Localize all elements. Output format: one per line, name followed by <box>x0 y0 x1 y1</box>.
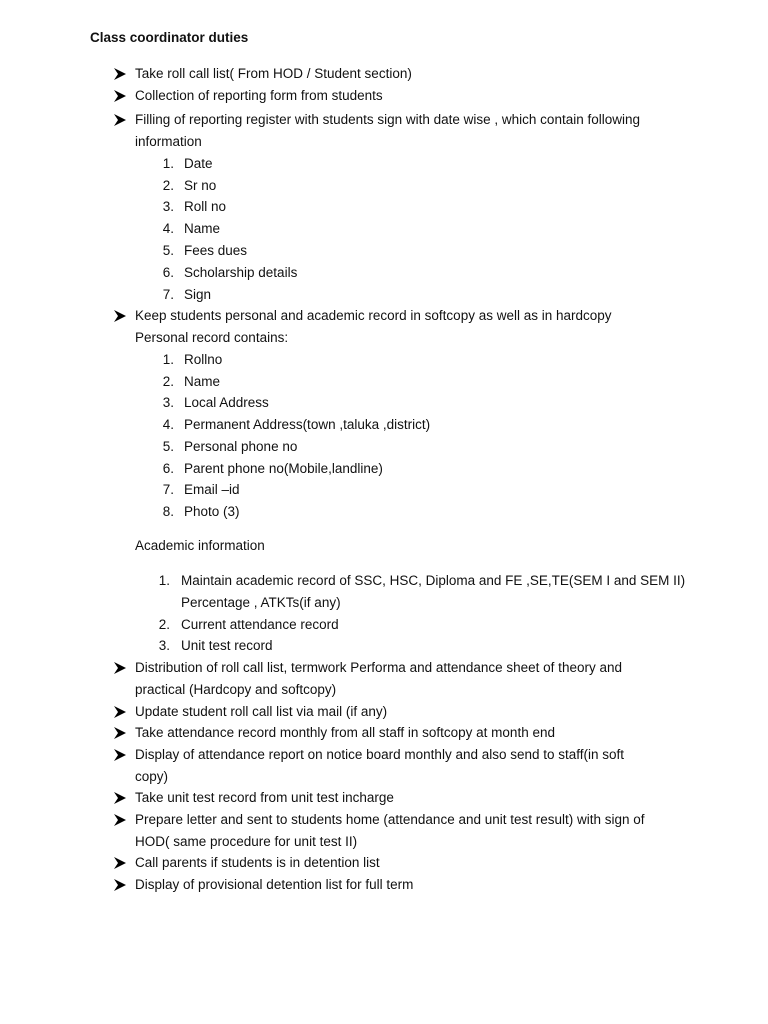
list-number: 1. <box>162 352 174 367</box>
bullet-text: Call parents if students is in detention list <box>135 855 380 870</box>
bullet-text: Display of provisional detention list for full term <box>135 877 414 892</box>
bullet-text-continued: practical (Hardcopy and softcopy) <box>135 682 337 697</box>
list-number: 3. <box>162 395 174 410</box>
bullet-text-continued: copy) <box>135 769 169 784</box>
bullet-text: Take attendance record monthly from all staff in softcopy at month end <box>135 725 555 740</box>
academic-heading: Academic information <box>135 538 265 553</box>
bullet-text: Prepare letter and sent to students home (attendance and unit test result) with sign of <box>135 812 645 827</box>
arrow-bullet-icon <box>113 748 127 762</box>
bullet-text: Update student roll call list via mail (if any) <box>135 704 388 719</box>
bullet-text: Take roll call list( From HOD / Student section) <box>135 66 412 81</box>
list-item-continued: Percentage , ATKTs(if any) <box>181 595 341 610</box>
list-item: Fees dues <box>184 243 248 258</box>
bullet-text: Take unit test record from unit test incharge <box>135 790 394 805</box>
list-number: 7. <box>162 287 174 302</box>
list-item: Sr no <box>184 178 217 193</box>
page-title: Class coordinator duties <box>90 30 249 45</box>
arrow-bullet-icon <box>113 813 127 827</box>
list-item: Unit test record <box>181 638 273 653</box>
list-item: Parent phone no(Mobile,landline) <box>184 461 383 476</box>
bullet-text: Filling of reporting register with students sign with date wise , which contain following <box>135 112 640 127</box>
bullet-text-continued: information <box>135 134 202 149</box>
list-number: 1. <box>158 573 170 588</box>
list-number: 5. <box>162 243 174 258</box>
list-number: 7. <box>162 482 174 497</box>
list-number: 2. <box>162 178 174 193</box>
list-item: Local Address <box>184 395 269 410</box>
list-number: 3. <box>158 638 170 653</box>
list-number: 5. <box>162 439 174 454</box>
bullet-text: Display of attendance report on notice board monthly and also send to staff(in soft <box>135 747 625 762</box>
bullet-text: Keep students personal and academic record in softcopy as well as in hardcopy <box>135 308 612 323</box>
list-item: Current attendance record <box>181 617 339 632</box>
list-number: 2. <box>158 617 170 632</box>
arrow-bullet-icon <box>113 878 127 892</box>
bullet-text-continued: HOD( same procedure for unit test II) <box>135 834 358 849</box>
list-item: Name <box>184 374 221 389</box>
list-item: Rollno <box>184 352 223 367</box>
list-item: Date <box>184 156 213 171</box>
list-item: Scholarship details <box>184 265 298 280</box>
list-number: 1. <box>162 156 174 171</box>
bullet-text: Distribution of roll call list, termwork Performa and attendance sheet of theory and <box>135 660 622 675</box>
arrow-bullet-icon <box>113 113 127 127</box>
list-item: Permanent Address(town ,taluka ,district) <box>184 417 431 432</box>
list-item: Sign <box>184 287 212 302</box>
list-item: Name <box>184 221 221 236</box>
arrow-bullet-icon <box>113 856 127 870</box>
list-item: Roll no <box>184 199 227 214</box>
list-number: 3. <box>162 199 174 214</box>
arrow-bullet-icon <box>113 791 127 805</box>
list-number: 6. <box>162 265 174 280</box>
list-number: 8. <box>162 504 174 519</box>
list-item: Email –id <box>184 482 240 497</box>
bullet-text: Collection of reporting form from students <box>135 88 383 103</box>
arrow-bullet-icon <box>113 726 127 740</box>
arrow-bullet-icon <box>113 661 127 675</box>
list-item: Maintain academic record of SSC, HSC, Diploma and FE ,SE,TE(SEM I and SEM II) <box>181 573 686 588</box>
list-number: 2. <box>162 374 174 389</box>
arrow-bullet-icon <box>113 705 127 719</box>
list-item: Photo (3) <box>184 504 240 519</box>
list-number: 6. <box>162 461 174 476</box>
list-item: Personal phone no <box>184 439 298 454</box>
arrow-bullet-icon <box>113 89 127 103</box>
list-number: 4. <box>162 417 174 432</box>
arrow-bullet-icon <box>113 309 127 323</box>
list-number: 4. <box>162 221 174 236</box>
personal-heading: Personal record contains: <box>135 330 289 345</box>
arrow-bullet-icon <box>113 67 127 81</box>
